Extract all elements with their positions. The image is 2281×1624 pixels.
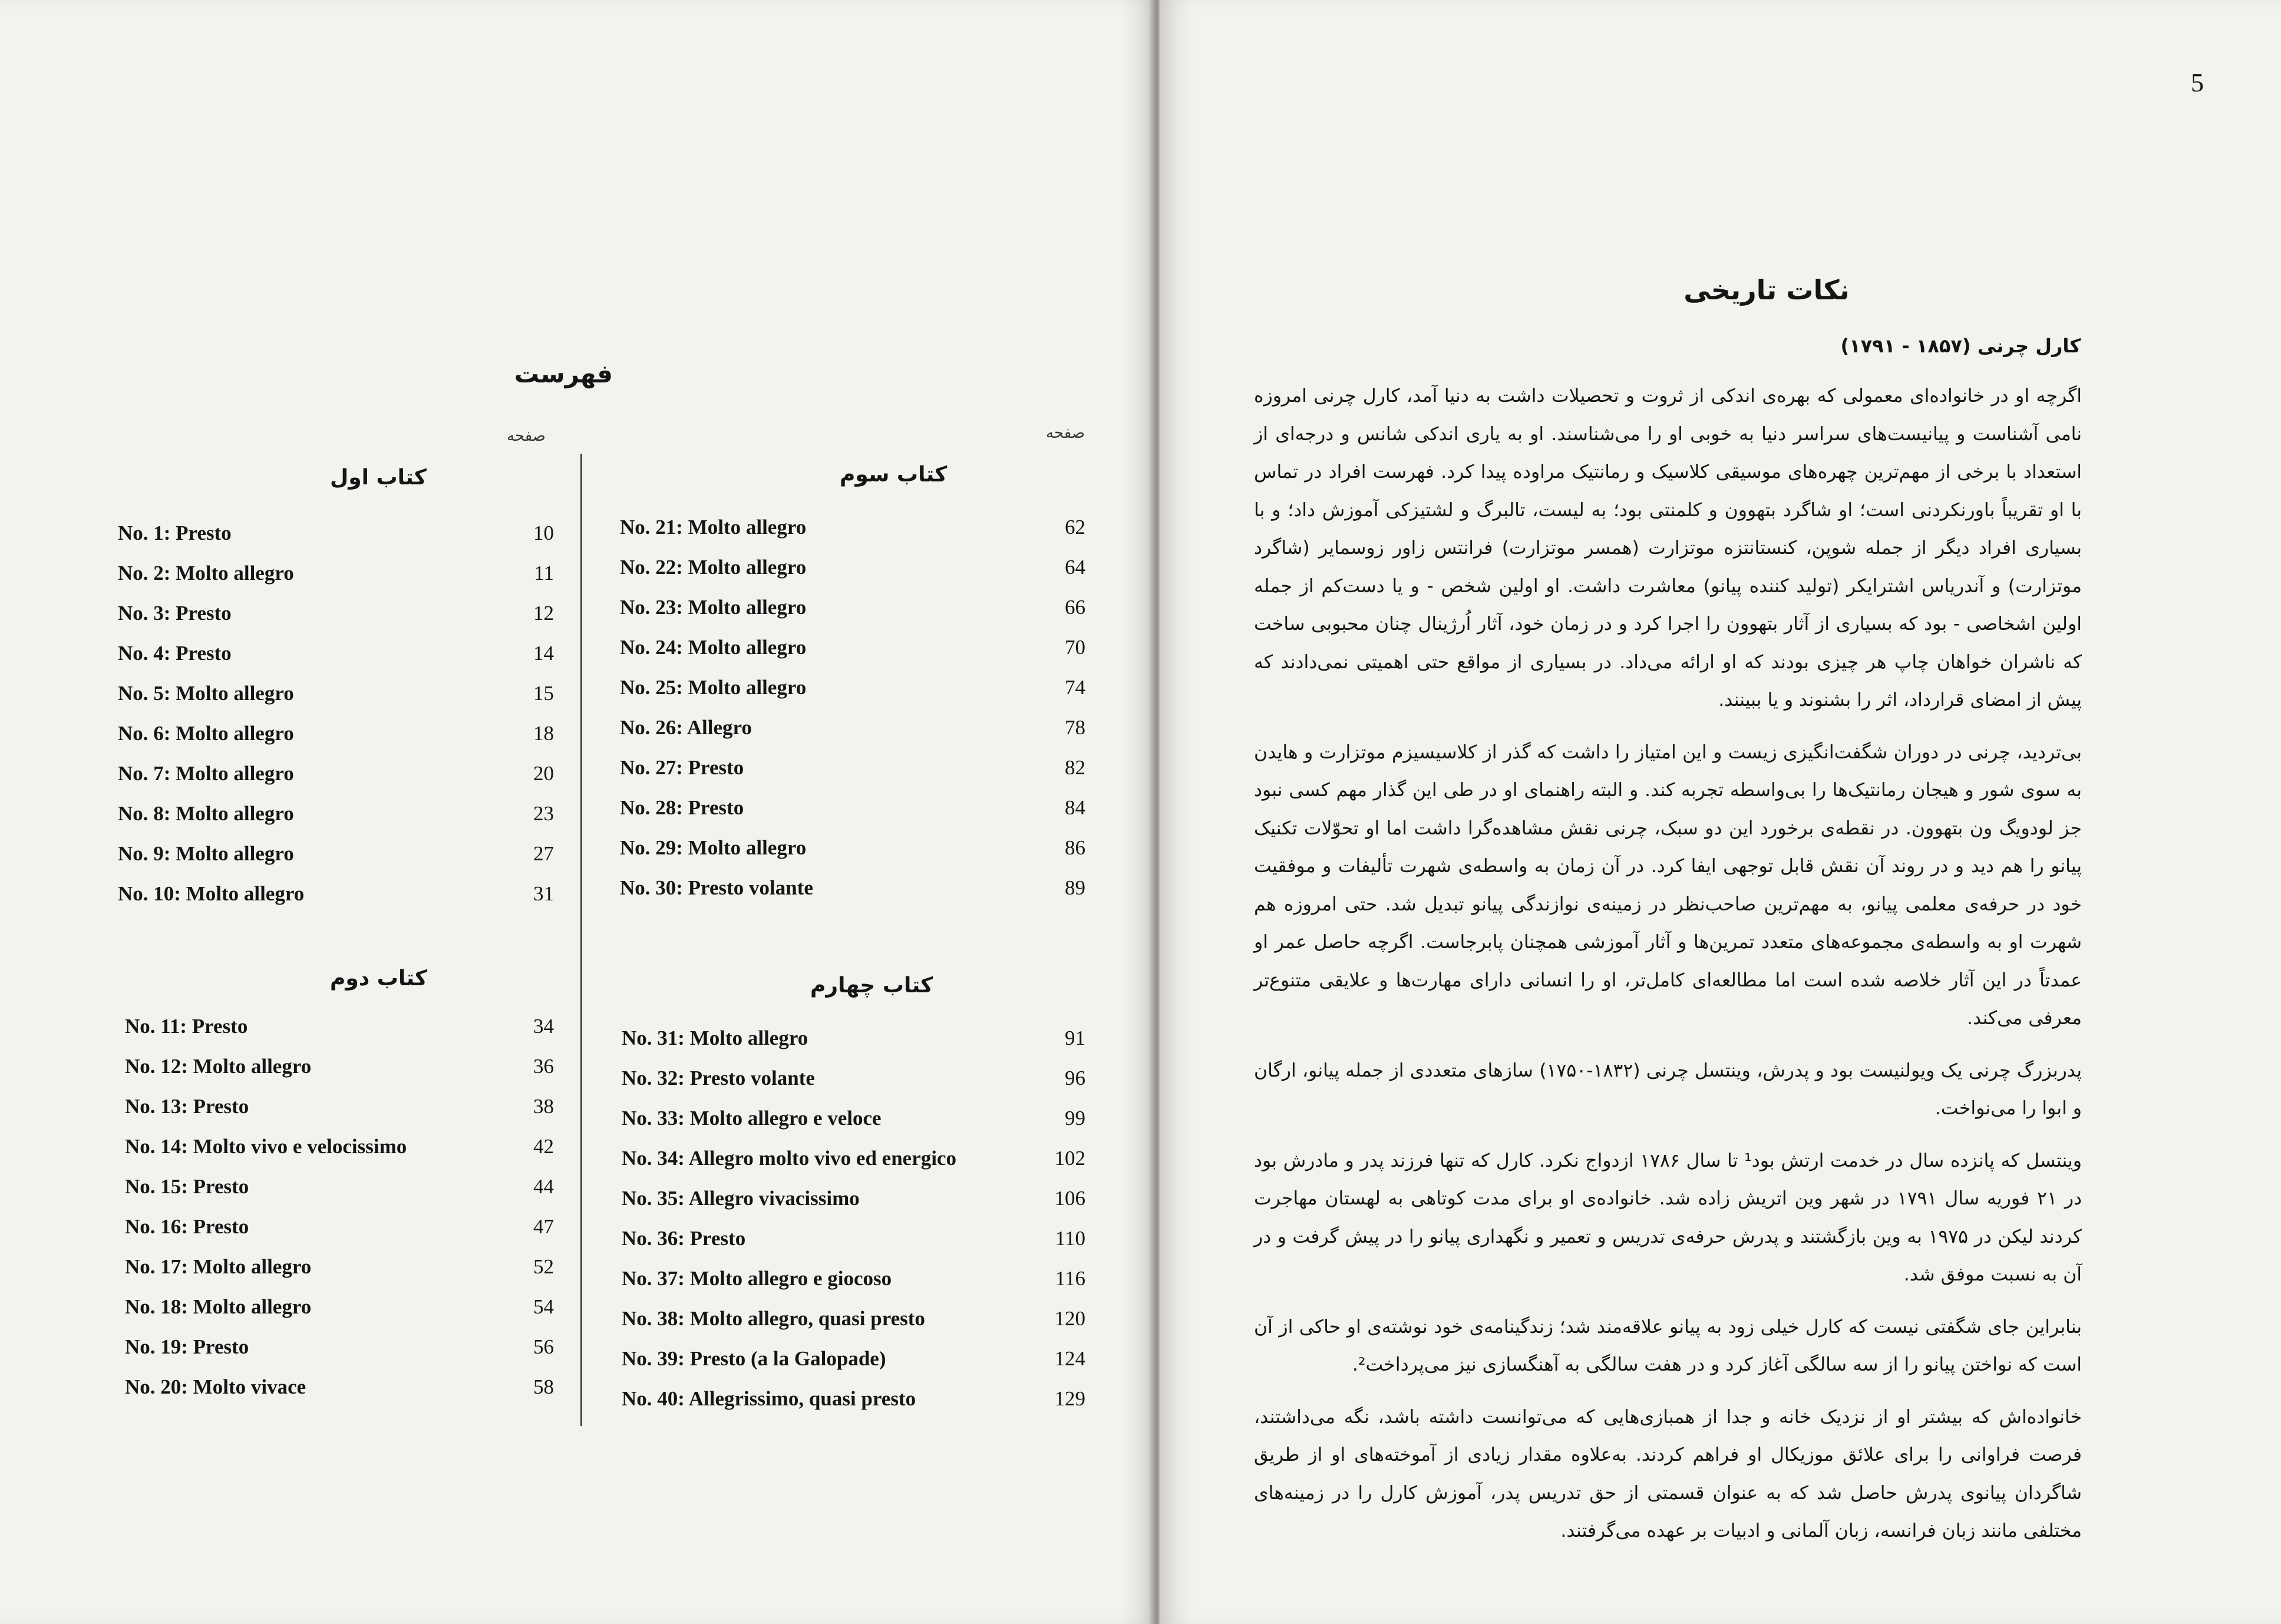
toc-entry-page: 64	[1065, 556, 1085, 579]
toc-entry	[125, 1135, 554, 1175]
toc-list-book-4	[622, 1026, 1085, 1427]
section-subtitle: کارل چرنی (۱۸۵۷ - ۱۷۹۱)	[1840, 335, 2081, 357]
toc-entry-page: 84	[1065, 796, 1085, 819]
toc-entry	[620, 796, 1085, 836]
toc-entry	[125, 1255, 554, 1295]
toc-entry	[125, 1055, 554, 1095]
toc-entry-page: 91	[1065, 1026, 1085, 1049]
toc-entry-title: No. 21: Molto allegro	[620, 516, 807, 539]
toc-entry-title: No. 25: Molto allegro	[620, 676, 807, 699]
toc-entry-page: 129	[1054, 1387, 1085, 1410]
page-column-label: صفحه	[507, 427, 546, 445]
toc-entry-title: No. 7: Molto allegro	[118, 762, 294, 785]
toc-entry-title: No. 27: Presto	[620, 756, 744, 779]
toc-entry-title: No. 37: Molto allegro e giocoso	[622, 1267, 892, 1290]
toc-entry-page: 56	[533, 1335, 554, 1358]
toc-entry-title: No. 19: Presto	[125, 1335, 249, 1358]
toc-entry-title: No. 26: Allegro	[620, 716, 752, 739]
body-text	[1254, 377, 2082, 1564]
toc-entry	[118, 521, 554, 562]
paragraph: خانواده‌اش که بیشتر او از نزدیک خانه و جدا از همبازی‌هایی که می‌توانست داشته باشد، نگه می‌داشتند، فرصت فراوانی را برای علائق موزیکال او فراهم کردند. به‌علاوه مقدار زیادی از آموخته‌های او از طریق شاگردان پیانوی پدرش حاصل شد که به عنوان قسمتی از حق تدریس پدر، آموزش کارل را در زمینه‌های مختلفی مانند زبان فرانسه، زبان آلمانی و ادبیات بر عهده می‌گرفتند.	[1254, 1406, 2082, 1542]
toc-entry	[118, 722, 554, 762]
toc-entry-page: 124	[1054, 1347, 1085, 1370]
toc-entry	[622, 1387, 1085, 1427]
toc-entry	[125, 1335, 554, 1375]
toc-entry-title: No. 16: Presto	[125, 1215, 249, 1238]
toc-entry	[620, 636, 1085, 676]
toc-entry-title: No. 32: Presto volante	[622, 1067, 815, 1090]
toc-entry-title: No. 22: Molto allegro	[620, 556, 807, 579]
toc-entry	[118, 642, 554, 682]
toc-entry	[118, 882, 554, 922]
toc-entry-page: 36	[533, 1055, 554, 1078]
toc-entry-page: 120	[1054, 1307, 1085, 1330]
toc-entry-page: 96	[1065, 1067, 1085, 1090]
toc-entry-page: 14	[533, 642, 554, 665]
toc-entry	[622, 1067, 1085, 1107]
toc-entry-page: 99	[1065, 1107, 1085, 1130]
paragraph: وینتسل که پانزده سال در خدمت ارتش بود¹ تا سال ۱۷۸۶ ازدواج نکرد. کارل که تنها فرزند پدر و مادرش بود در ۲۱ فوریه سال ۱۷۹۱ در شهر وین اتریش زاده شد. خانواده‌ی او برای مدت کوتاهی به لهستان مهاجرت کردند لیکن در ۱۹۷۵ به وین بازگشتند و پدرش حرفه‌ی تدریس و تعمیر و نگهداری پیانو را در پیش گرفت و در آن به نسبت موفق شد.	[1254, 1150, 2082, 1285]
toc-entry-page: 86	[1065, 836, 1085, 859]
toc-entry-title: No. 33: Molto allegro e veloce	[622, 1107, 882, 1130]
book-title-1: کتاب اول	[330, 466, 427, 490]
toc-entry-page: 102	[1054, 1147, 1085, 1170]
toc-entry	[622, 1147, 1085, 1187]
toc-entry-title: No. 18: Molto allegro	[125, 1295, 312, 1318]
toc-entry	[620, 876, 1085, 916]
toc-entry	[622, 1107, 1085, 1147]
page-column-label: صفحه	[1046, 424, 1085, 442]
toc-entry-page: 47	[533, 1215, 554, 1238]
toc-entry-title: No. 31: Molto allegro	[622, 1026, 808, 1049]
paragraph: بی‌تردید، چرنی در دوران شگفت‌انگیزی زیست و این امتیاز را داشت که گذر از کلاسیسیزم موتزارت و هایدن به سوی شور و هیجان رمانتیک‌ها را بی‌واسطه تجربه کند. و البته راهنمای او در طی این گذار مهم کسی نبود جز لودویگ ون بتهوون. در نقطه‌ی برخورد این دو سبک، چرنی نقش مشاهده‌گرا داشت اما او تحوّلات تکنیک پیانو را هم دید و در روند آن نقش قابل توجهی ایفا کرد. در آن زمان به واسطه‌ی شهرت تألیفات و موفقیت خود در حرفه‌ی معلمی پیانو، به مهم‌ترین صاحب‌نظر در زمینه‌ی نوازندگی پیانو تبدیل شد. حتی امروزه هم شهرت او به واسطه‌ی مجموعه‌های متعدد تمرین‌ها و آثار آموزشی همچنان پابرجاست. اگرچه حاصل عمر او عمدتاً در این آثار خلاصه شده است اما مطالعه‌ای کامل‌تر، او را انسانی دارای مهارت‌ها و علایقی متنوع‌تر معرفی می‌کند.	[1254, 741, 2082, 1029]
toc-entry	[620, 836, 1085, 876]
toc-entry-title: No. 20: Molto vivace	[125, 1375, 306, 1398]
toc-entry-page: 58	[533, 1375, 554, 1398]
book-title-2: کتاب دوم	[330, 966, 428, 991]
toc-entry-page: 10	[533, 521, 554, 544]
toc-entry	[118, 802, 554, 842]
right-page	[1160, 0, 2281, 1624]
toc-entry-title: No. 29: Molto allegro	[620, 836, 807, 859]
paragraph: پدربزرگ چرنی یک ویولنیست بود و پدرش، وینتسل چرنی (۱۸۳۲-۱۷۵۰) سازهای متعددی از جمله پیانو، ارگان و ابوا را می‌نواخت.	[1254, 1059, 2082, 1119]
toc-entry-page: 38	[533, 1095, 554, 1118]
toc-entry-title: No. 30: Presto volante	[620, 876, 813, 899]
toc-entry-page: 106	[1054, 1187, 1085, 1210]
toc-entry-title: No. 14: Molto vivo e velocissimo	[125, 1135, 407, 1158]
toc-entry-title: No. 34: Allegro molto vivo ed energico	[622, 1147, 956, 1170]
toc-entry-title: No. 40: Allegrissimo, quasi presto	[622, 1387, 916, 1410]
toc-entry-title: No. 5: Molto allegro	[118, 682, 294, 705]
toc-entry-title: No. 8: Molto allegro	[118, 802, 294, 825]
toc-entry-title: No. 2: Molto allegro	[118, 562, 294, 585]
section-title: نکات تاریخی	[1683, 274, 1850, 306]
toc-list-book-1	[118, 521, 554, 922]
toc-entry	[118, 562, 554, 602]
toc-entry-title: No. 38: Molto allegro, quasi presto	[622, 1307, 925, 1330]
toc-entry-title: No. 12: Molto allegro	[125, 1055, 312, 1078]
toc-entry-title: No. 10: Molto allegro	[118, 882, 305, 905]
toc-entry-page: 27	[533, 842, 554, 865]
toc-entry-page: 62	[1065, 516, 1085, 539]
toc-entry-title: No. 28: Presto	[620, 796, 744, 819]
toc-entry-title: No. 6: Molto allegro	[118, 722, 294, 745]
toc-entry-page: 116	[1055, 1267, 1085, 1290]
toc-entry-title: No. 36: Presto	[622, 1227, 746, 1250]
toc-entry-title: No. 24: Molto allegro	[620, 636, 807, 659]
book-title-3: کتاب سوم	[840, 463, 948, 487]
toc-entry-title: No. 3: Presto	[118, 602, 232, 625]
toc-entry-page: 12	[533, 602, 554, 625]
toc-entry-title: No. 13: Presto	[125, 1095, 249, 1118]
toc-entry-title: No. 4: Presto	[118, 642, 232, 665]
toc-entry	[622, 1307, 1085, 1347]
toc-entry-page: 34	[533, 1015, 554, 1038]
page-number: 5	[2191, 68, 2204, 97]
toc-entry-page: 23	[533, 802, 554, 825]
toc-entry	[125, 1295, 554, 1335]
toc-entry-title: No. 35: Allegro vivacissimo	[622, 1187, 860, 1210]
toc-entry-page: 78	[1065, 716, 1085, 739]
toc-entry-title: No. 1: Presto	[118, 521, 232, 544]
toc-entry	[620, 756, 1085, 796]
toc-entry	[118, 762, 554, 802]
toc-entry	[125, 1175, 554, 1215]
toc-entry	[125, 1095, 554, 1135]
toc-entry-title: No. 23: Molto allegro	[620, 596, 807, 619]
toc-entry-page: 42	[533, 1135, 554, 1158]
toc-entry	[622, 1267, 1085, 1307]
paragraph: اگرچه او در خانواده‌ای معمولی که بهره‌ی اندکی از ثروت و تحصیلات داشت به دنیا آمد، کارل چرنی امروزه نامی آشناست و پیانیست‌های سراسر دنیا به خوبی او را می‌شناسند. او به یاری اندکی شانس و درجه‌ای از استعداد با برخی از مهم‌ترین چهره‌های موسیقی کلاسیک و رمانتیک مراوده پیدا کرد. فهرست افراد در تماس با او تقریباً باورنکردنی است؛ او شاگرد بتهوون و کلمنتی بود؛ به لیست، تالبرگ و لشتیزکی آموزش داد؛ و با بسیاری افراد دیگر از جمله شوپن، کنستانتزه موتزارت (همسر موتزارت) فرانتس زاور زوسمایر (شاگرد موتزارت) و آندریاس اشترایکر (تولید کننده پیانو) معاشرت داشت. او اولین شخص - و یا دست‌کم از جمله اولین اشخاصی - بود که بسیاری از آثار بتهوون را اجرا کرد و در زمان خود، آثار اُرژینال چنان محبوبی ساخت که ناشران خواهان چاپ هر چیزی بودند که او ارائه می‌داد. در بسیاری از مواقع حتی اهمیتی نمی‌دادند که پیش از امضای قرارداد، اثر را بشنوند و یا ببینند.	[1254, 385, 2082, 711]
toc-entry	[118, 842, 554, 882]
toc-entry-page: 18	[533, 722, 554, 745]
column-divider	[580, 454, 582, 1426]
toc-entry-page: 20	[533, 762, 554, 785]
paragraph: بنابراین جای شگفتی نیست که کارل خیلی زود به پیانو علاقه‌مند شد؛ زندگینامه‌ی خود نوشته‌ی او حاکی از آن است که نواختن پیانو را از سه سالگی آغاز کرد و در هفت سالگی به آهنگسازی نیز می‌پرداخت².	[1254, 1316, 2082, 1375]
toc-entry-page: 11	[534, 562, 554, 585]
toc-entry-page: 82	[1065, 756, 1085, 779]
toc-entry	[125, 1015, 554, 1055]
toc-entry-page: 52	[533, 1255, 554, 1278]
toc-entry	[118, 602, 554, 642]
toc-entry	[620, 716, 1085, 756]
toc-entry-page: 89	[1065, 876, 1085, 899]
toc-entry	[620, 556, 1085, 596]
toc-entry	[118, 682, 554, 722]
toc-entry-page: 110	[1055, 1227, 1085, 1250]
toc-entry	[622, 1187, 1085, 1227]
toc-entry	[622, 1227, 1085, 1267]
toc-list-book-3	[620, 516, 1085, 916]
toc-entry	[622, 1347, 1085, 1387]
toc-entry	[620, 516, 1085, 556]
toc-title: فهرست	[514, 359, 613, 388]
toc-entry	[622, 1026, 1085, 1067]
toc-entry-page: 44	[533, 1175, 554, 1198]
toc-entry-title: No. 39: Presto (a la Galopade)	[622, 1347, 886, 1370]
toc-entry	[125, 1375, 554, 1415]
toc-entry-page: 66	[1065, 596, 1085, 619]
toc-entry-title: No. 9: Molto allegro	[118, 842, 294, 865]
toc-entry	[125, 1215, 554, 1255]
book-title-4: کتاب چهارم	[810, 973, 933, 998]
toc-entry	[620, 596, 1085, 636]
toc-entry	[620, 676, 1085, 716]
toc-entry-title: No. 17: Molto allegro	[125, 1255, 312, 1278]
toc-entry-page: 15	[533, 682, 554, 705]
toc-entry-page: 31	[533, 882, 554, 905]
toc-entry-page: 74	[1065, 676, 1085, 699]
toc-entry-title: No. 11: Presto	[125, 1015, 248, 1038]
toc-list-book-2	[125, 1015, 554, 1415]
toc-entry-title: No. 15: Presto	[125, 1175, 249, 1198]
toc-entry-page: 70	[1065, 636, 1085, 659]
toc-entry-page: 54	[533, 1295, 554, 1318]
